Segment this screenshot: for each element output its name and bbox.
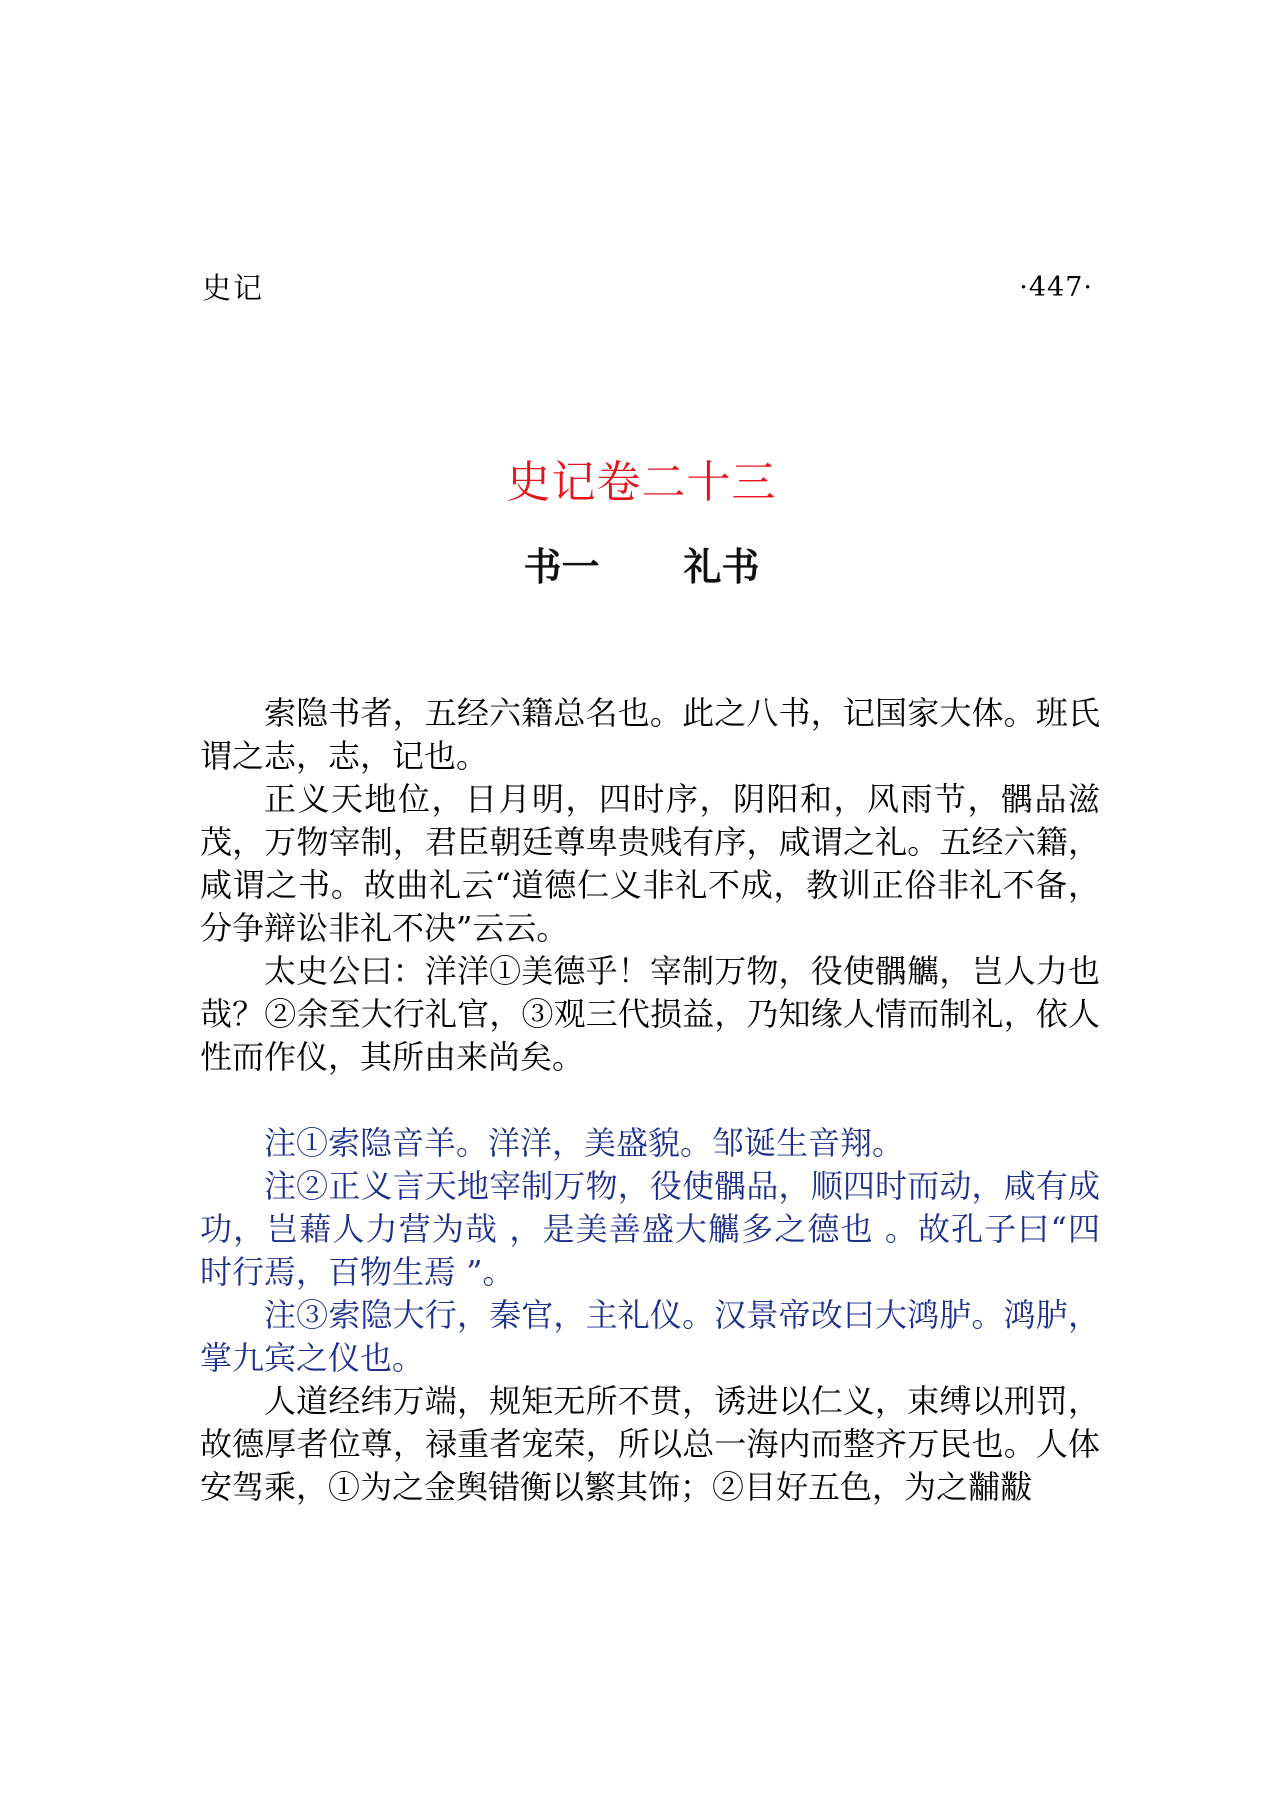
chapter-name: 礼书: [683, 545, 760, 589]
body-text: [200, 692, 1100, 1509]
footnote-3: 注③索隐大行，秦官，主礼仪。汉景帝改曰大鸿胪。鸿胪，掌九宾之仪也。: [200, 1296, 1100, 1377]
footnote-1: 注①索隐音羊。洋洋，美盛貌。邹诞生音翔。: [264, 1124, 905, 1162]
paragraph-suoyin: 索隐书者，五经六籍总名也。此之八书，记国家大体。班氏谓之志，志，记也。: [200, 694, 1100, 775]
paragraph-rendao: 人道经纬万端，规矩无所不贯，诱进以仁义，束缚以刑罚，故德厚者位尊，禄重者宠荣，所以总一海内而整齐万民也。人体安驾乘，①为之金舆错衡以繁其饰；②目好五色，为之黼黻: [200, 1382, 1100, 1506]
chapter-number: 书一: [523, 545, 600, 589]
volume-title: 史记卷二十三: [506, 457, 777, 508]
page-number: ·447·: [1019, 272, 1093, 303]
footnote-2: 注②正义言天地宰制万物，役使髃品，顺四时而动，咸有成功，岂藉人力营为哉 ，是美善盛大觽多之德也 。故孔子曰“四时行焉，百物生焉 ”。: [200, 1167, 1100, 1291]
chapter-title: [0, 540, 1283, 594]
running-header-title: 史记: [202, 271, 265, 305]
paragraph-taishigong: 太史公曰：洋洋①美德乎！宰制万物，役使髃觽，岂人力也哉？②余至大行礼官，③观三代损益，乃知缘人情而制礼，依人性而作仪，其所由来尚矣。: [200, 952, 1100, 1076]
paragraph-zhengyi: 正义天地位，日月明，四时序，阴阳和，风雨节，髃品滋茂，万物宰制，君臣朝廷尊卑贵贱有序，咸谓之礼。五经六籍，咸谓之书。故曲礼云“道德仁义非礼不成，教训正俗非礼不备，分争辩讼非礼不决”云云。: [200, 780, 1100, 947]
